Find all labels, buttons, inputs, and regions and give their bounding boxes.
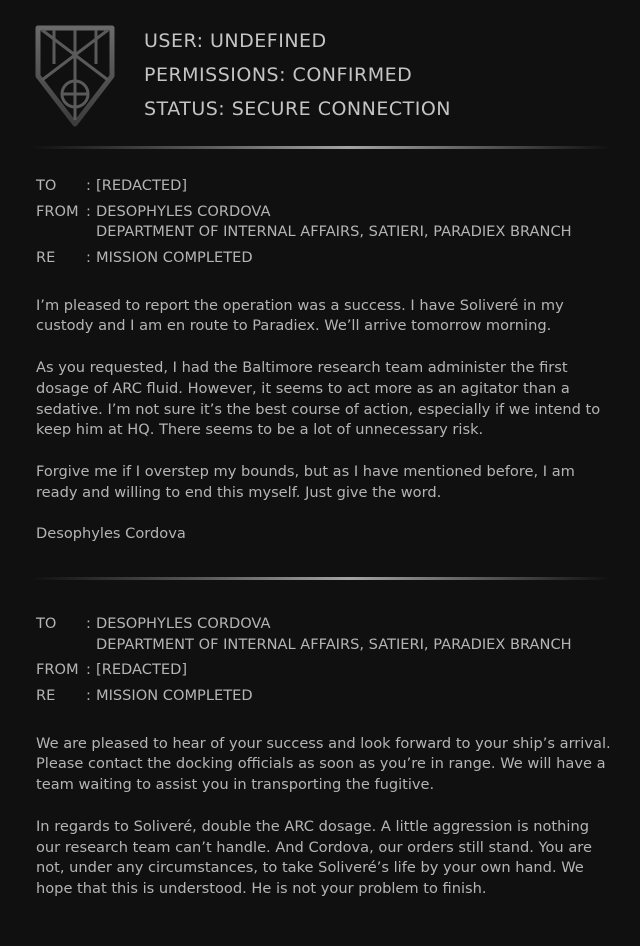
memo-body [36, 296, 616, 545]
memo-to-row [36, 176, 616, 197]
to-value: [REDACTED] [96, 177, 188, 194]
connection-status-line: STATUS: SECURE CONNECTION [144, 98, 452, 120]
re-label: RE [36, 249, 56, 267]
separator: : [86, 249, 91, 267]
memo-paragraph: In regards to Soliveré, double the ARC dosage. A little aggression is nothing our research team can’t handle. And Cordova, our orders still stand. You are not, under any circumstances, to take Soliveré’s life by your own hand. We hope that this is understood. He is not your problem to finish. [36, 817, 592, 897]
to-label: TO [36, 177, 57, 194]
memo-paragraph: I’m pleased to report the operation was a success. I have Soliveré in my custody and I am en route to Paradiex. We’ll arrive tomorrow morning. [36, 296, 564, 335]
re-value: MISSION COMPLETED [96, 687, 253, 705]
separator: : [86, 687, 91, 705]
permissions-status: PERMISSIONS: CONFIRMED [144, 64, 413, 86]
user-status: USER: UNDEFINED [144, 30, 327, 52]
memo-re-row [36, 248, 616, 269]
memo-outgoing [36, 176, 616, 545]
memo-body [36, 734, 616, 900]
from-department: DEPARTMENT OF INTERNAL AFFAIRS, SATIERI, PARADIEX BRANCH [96, 223, 572, 241]
re-value: MISSION COMPLETED [96, 249, 253, 267]
memo-from-row [36, 202, 616, 243]
from-label: FROM [36, 661, 79, 679]
re-label: RE [36, 687, 56, 705]
from-value: [REDACTED] [96, 661, 188, 679]
divider [30, 146, 610, 149]
memo-re-row [36, 686, 616, 707]
separator: : [86, 202, 91, 220]
shield-emblem-icon [34, 24, 116, 128]
memo-from-row [36, 660, 616, 681]
memo-to-row [36, 614, 616, 655]
from-label: FROM [36, 202, 79, 220]
to-name: DESOPHYLES CORDOVA [96, 615, 271, 632]
memo-paragraph: Forgive me if I overstep my bounds, but as I have mentioned before, I am ready and willing to end this myself. Just give the word. [36, 463, 575, 501]
header [0, 0, 640, 150]
to-department: DEPARTMENT OF INTERNAL AFFAIRS, SATIERI, PARADIEX BRANCH [96, 635, 572, 653]
to-label: TO [36, 615, 57, 632]
memo-paragraph: We are pleased to hear of your success and look forward to your ship’s arrival. Please contact the docking officials as soon as you’re in range. We will have a team waiting to assist you in transporting the fugitive. [36, 734, 611, 794]
separator: : [86, 177, 91, 194]
memo-signature: Desophyles Cordova [36, 525, 186, 543]
memo-reply [36, 614, 616, 900]
connection-status [144, 29, 451, 131]
separator: : [86, 661, 91, 679]
from-name: DESOPHYLES CORDOVA [96, 202, 271, 220]
separator: : [86, 615, 91, 632]
divider [30, 577, 610, 580]
memo-paragraph: As you requested, I had the Baltimore research team administer the first dosage of ARC fluid. However, it seems to act more as an agitator than a sedative. I’m not sure it’s the best course of action, especially if we intend to keep him at HQ. There seems to be a lot of unnecessary risk. [36, 359, 601, 439]
